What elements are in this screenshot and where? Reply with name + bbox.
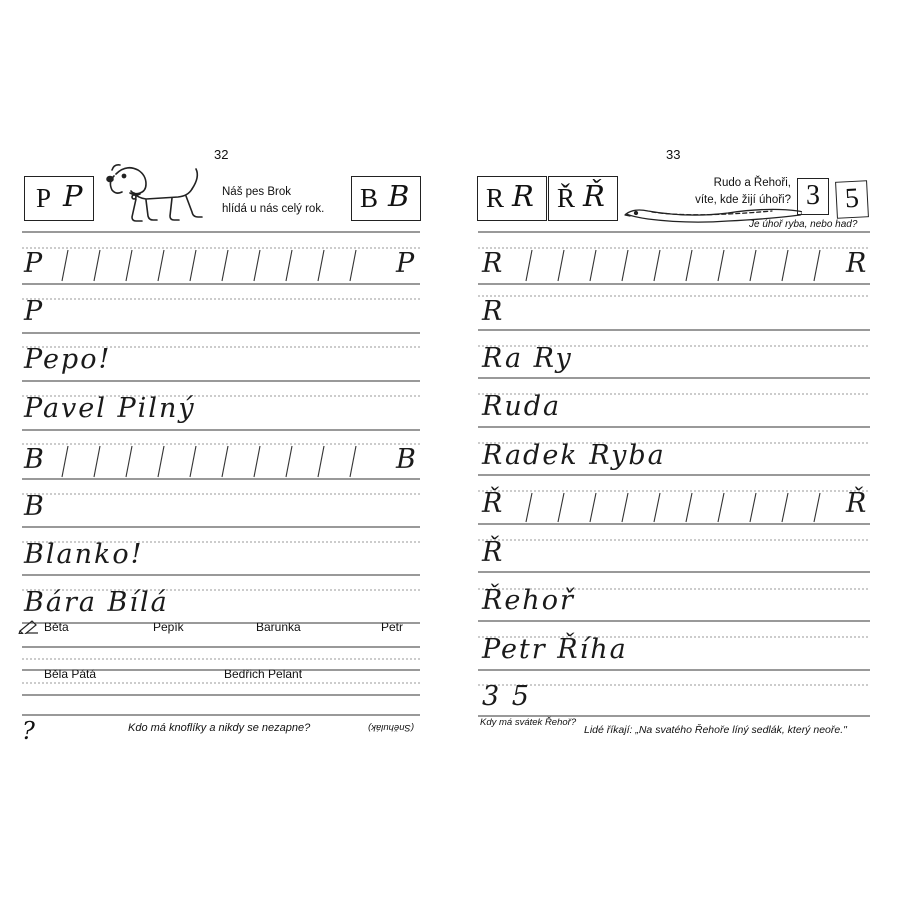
caption-line: Rudo a Řehoři, [713,177,791,189]
script-line: Ruda [482,391,562,422]
script-line-end: B [396,444,418,475]
name-word: Bedřich Pelant [224,667,303,681]
name-word: Petr [381,620,404,634]
name-word: Běla Pátá [44,667,97,681]
script-line-end: Ř [846,488,869,519]
riddle-answer: (Sněhulák) [368,722,414,733]
script-letter: R [512,179,534,213]
script-line: Pavel Pilný [24,393,196,424]
footer-question: Kdy má svátek Řehoř? [480,717,577,728]
script-line: P [24,296,45,327]
eel-question: Je úhoř ryba, nebo had? [749,219,858,230]
script-line: R [482,296,505,327]
script-line: Blanko! [24,539,144,570]
script-line: Bára Bílá [24,587,169,618]
number-card: 5 [835,180,869,219]
question-mark-icon: ? [22,717,35,745]
print-letter: B [360,183,379,213]
script-line: P [24,248,45,279]
caption-line: víte, kde žijí úhoři? [695,194,791,206]
print-letter: Ř [557,183,576,213]
print-letter: R [486,183,505,213]
script-line: B [24,444,46,475]
script-line: Řehoř [482,585,575,616]
number-card: 3 [797,178,829,215]
name-word: Barunka [256,620,301,634]
name-word: Pepík [153,620,184,634]
name-word: Běta [44,620,69,634]
print-letter: P [36,183,52,213]
script-line: Ř [482,537,505,568]
script-line: Ra Ry [482,343,573,374]
pencil-icon [18,618,40,634]
script-letter: P [63,179,83,213]
page-number: 32 [214,147,229,162]
script-line: B [24,491,46,522]
script-line: Petr Říha [482,634,628,665]
footer-saying: Lidé říkají: „Na svatého Řehoře líný sedlák, který neoře." [584,724,847,736]
script-line: Radek Ryba [482,440,666,471]
script-letter: B [388,179,410,213]
script-line: Pepo! [24,344,112,375]
script-line: 3 5 [482,681,531,712]
script-line: Ř [482,488,505,519]
script-letter: Ř [583,179,605,213]
script-line-end: R [846,248,869,279]
script-line: R [482,248,505,279]
right-page [450,0,900,900]
script-line-end: P [396,248,417,279]
page-number: 33 [666,147,681,162]
riddle-text: Kdo má knoflíky a nikdy se nezapne? [128,722,311,734]
caption-line: Náš pes Brok [222,186,292,198]
caption-line: hlídá u nás celý rok. [222,203,325,215]
